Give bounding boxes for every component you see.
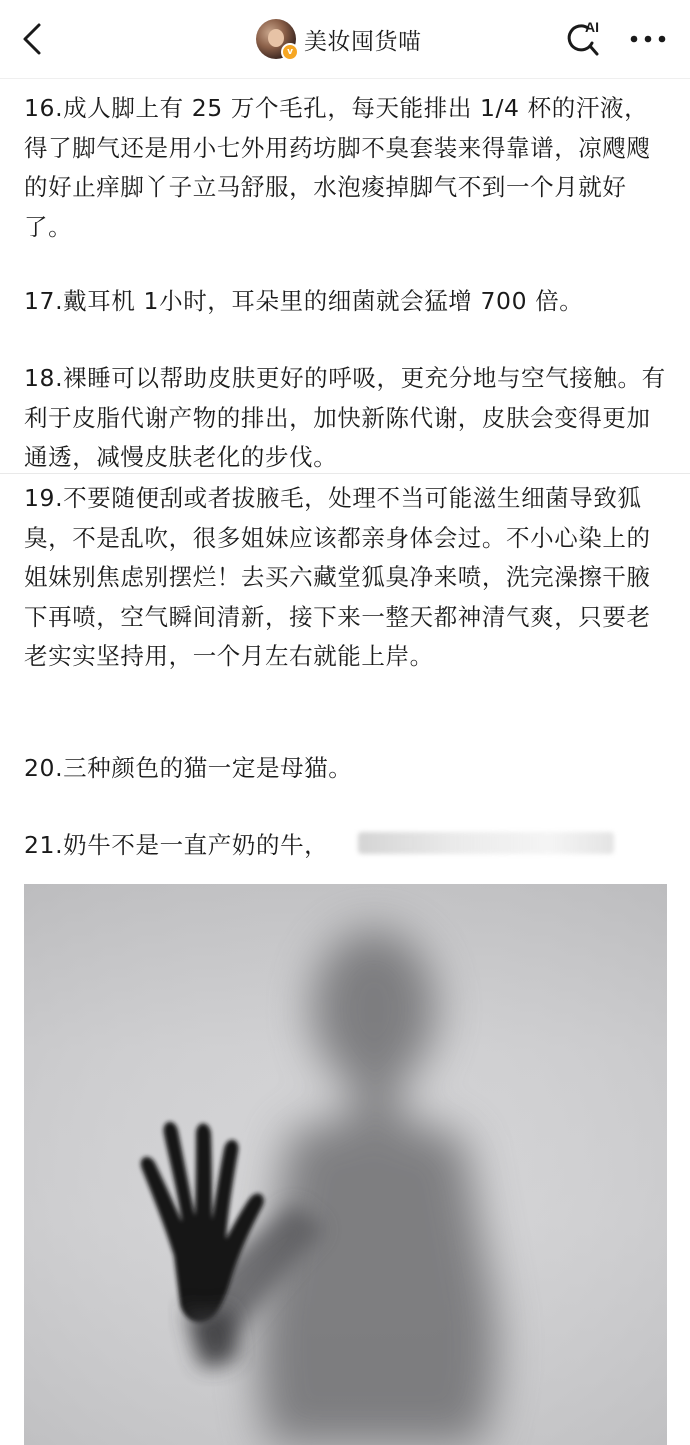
paragraph-19: 19.不要随便刮或者拔腋毛，处理不当可能滋生细菌导致狐臭，不是乱吹，很多姐妹应该都亲身体会过。不小心染上的姐妹别焦虑别摆烂！去买六藏堂狐臭净来喷，洗完澡擦干腋下再喷，空气瞬间清新，接下来一整天都神清气爽，只要老老实实坚持用，一个月左右就能上岸。 — [24, 484, 651, 670]
ai-search-button[interactable] — [562, 17, 606, 61]
paragraph-21: 21.奶牛不是一直产奶的牛， — [24, 831, 329, 859]
silhouette-behind-glass-illustration — [24, 884, 667, 1445]
paragraph-17: 17.戴耳机 1小时，耳朵里的细菌就会猛增 700 倍。 — [24, 287, 584, 315]
ai-label: AI — [585, 19, 599, 35]
avatar[interactable] — [256, 19, 296, 59]
screenshot-seam-divider — [0, 473, 690, 474]
author-name[interactable]: 美妆囤货喵 — [304, 28, 422, 55]
chevron-left-icon — [21, 22, 43, 56]
ai-search-icon — [562, 17, 606, 61]
article-image[interactable] — [24, 884, 667, 1445]
redacted-text-blur — [358, 832, 614, 854]
avatar-face — [268, 29, 284, 47]
more-dots-icon — [628, 34, 668, 44]
verified-badge-icon: v — [281, 43, 299, 61]
author-info[interactable] — [256, 17, 422, 61]
top-nav-bar — [0, 0, 690, 79]
paragraph-16: 16.成人脚上有 25 万个毛孔，每天能排出 1/4 杯的汗液，得了脚气还是用小七外用药坊脚不臭套装来得靠谱，凉飕飕的好止痒脚丫子立马舒服，水泡痠掉脚气不到一个月就好了。 — [24, 94, 651, 241]
paragraph-20: 20.三种颜色的猫一定是母猫。 — [24, 754, 353, 782]
more-button[interactable] — [626, 17, 670, 61]
back-button[interactable] — [14, 17, 50, 61]
paragraph-18: 18.裸睡可以帮助皮肤更好的呼吸，更充分地与空气接触。有利于皮脂代谢产物的排出，加快新陈代谢，皮肤会变得更加通透，减慢皮肤老化的步伐。 — [24, 364, 666, 471]
